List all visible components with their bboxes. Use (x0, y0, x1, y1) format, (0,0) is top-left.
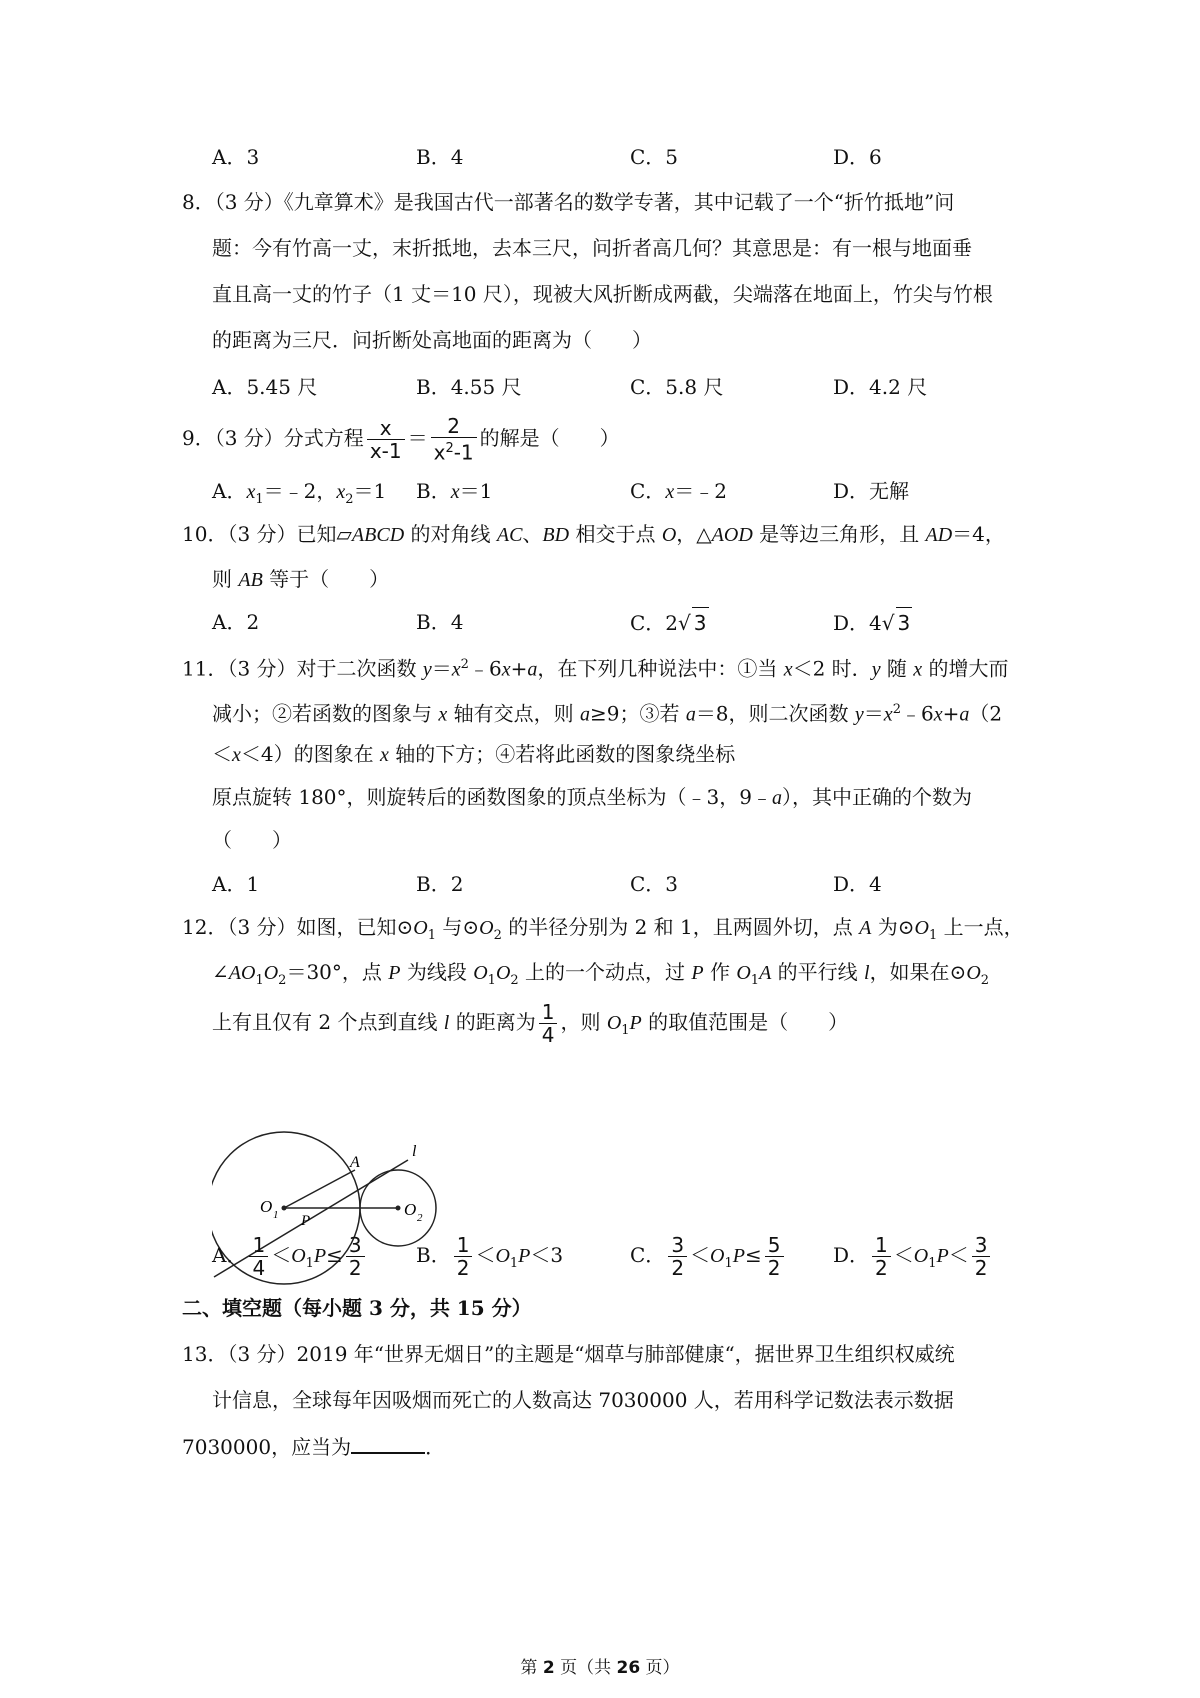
q10-t10: AOD (711, 524, 753, 546)
q8-line-3: 直且高一丈的竹子（1 丈＝10 尺），现被大风折断成两截，尖端落在地面上，竹尖与竹根 (212, 282, 993, 306)
q11-option-a: A．1 (212, 872, 260, 896)
q11-line-4-end: ），其中正确的个数为 (781, 785, 972, 809)
q10-line-2 (212, 564, 389, 595)
q9-den-x: x (433, 440, 446, 465)
q10-t9: ，△ (676, 522, 712, 546)
label-o1-sub: 1 (273, 1209, 279, 1221)
q10-t11: 是等边三角形，且 (752, 522, 926, 546)
q7-option-c: C．5 (630, 145, 679, 169)
q13-line-1: 13．（3 分）2019 年“世界无烟日”的主题是“烟草与肺部健康“，据世界卫生组织权威统 (182, 1342, 955, 1366)
q10-option-b: B．4 (416, 610, 464, 634)
q8-line-1: 8．（3 分）《九章算术》是我国古代一部著名的数学专著，其中记载了一个“折竹抵地”问 (182, 190, 955, 214)
label-o2-sub: 2 (417, 1212, 423, 1224)
q13-line-3-text: 7030000，应当为 (182, 1435, 352, 1459)
q10-t4: AC (496, 524, 523, 546)
q9-fraction-2-denominator (431, 438, 477, 464)
q9-option-a: A．$x_1=﹣2$，$x_2=1$ (212, 479, 387, 507)
q11-option-c: C．3 (630, 872, 679, 896)
q8-option-b: B．4.55 尺 (416, 375, 522, 399)
q10-t13: ＝4， (952, 522, 1005, 546)
q12-option-b-label: B． (416, 1243, 451, 1267)
q12-line-3: 上有且仅有 2 个点到直线 l 的距离为 $\frac{1}{4}$ ，则 $O_1P$ 的取值范围是（ ） (212, 1000, 849, 1047)
footer-total-pages: 26 (616, 1658, 641, 1678)
q10-t7: 相交于点 (569, 522, 662, 546)
q12-option-a: A． $\frac{1}{4}$ $<O_1P\le$ $\frac{3}{2}$ (212, 1230, 368, 1289)
q13-line-2: 计信息，全球每年因吸烟而死亡的人数高达 7030000 人，若用科学记数法表示数据 (212, 1388, 954, 1412)
q10-option-c-radicand: 3 (692, 607, 709, 638)
q11-line-4-text: 原点旋转 180°，则旋转后的函数图象的顶点坐标为（﹣3，9﹣ (212, 785, 772, 809)
q11-line-5: （ ） (212, 828, 292, 852)
q10-t12: AD (925, 524, 953, 546)
q9-option-c: C．x＝﹣2 (630, 479, 727, 503)
q10-option-c-coef: C．2 (630, 611, 679, 635)
label-l: l (412, 1143, 417, 1160)
q10-t2: ABCD (351, 524, 405, 546)
q10-t1: 10．（3 分）已知▱ (182, 522, 352, 546)
q10-t5: 、 (522, 522, 543, 546)
q9-fraction-2 (431, 415, 477, 464)
q9-stem (182, 412, 620, 464)
point-o2 (396, 1206, 401, 1211)
q9-fraction-1-denominator: x-1 (369, 439, 402, 463)
q12-fraction (539, 1001, 558, 1046)
label-p: P (301, 1213, 311, 1229)
q12-line-1: 12．（3 分）如图，已知$⊙O_1$ 与$⊙O_2$ 的半径分别为 2 和 1，且两圆外切，点 A 为$⊙O_1$ 上一点， (182, 915, 1024, 943)
footer-mid: 页（共 (554, 1658, 617, 1678)
q10-option-d-coef: D．4 (833, 611, 882, 635)
q11-line-3: ＜x＜4）的图象在 x 轴的下方；④若将此函数的图象绕坐标 (212, 742, 736, 766)
q10-t8: O (661, 524, 677, 546)
q12-option-d: D． $\frac{1}{2}$ $<O_1P<$ $\frac{3}{2}$ (833, 1230, 993, 1289)
q9-option-d: D．无解 (833, 479, 910, 503)
segment-o1a (284, 1170, 355, 1208)
q12-fraction-num: 1 (539, 1001, 558, 1024)
q13-line-3-end: ． (425, 1435, 446, 1459)
q10-t3: 的对角线 (404, 522, 497, 546)
q9-option-b: B．x＝1 (416, 479, 493, 503)
q12-option-b: B． $\frac{1}{2}$ $<O_1P<3$ (416, 1233, 564, 1280)
label-o2: O (404, 1200, 417, 1219)
q8-option-a: A．5.45 尺 (212, 375, 318, 399)
q11-line-2: 减小；②若函数的图象与 x 轴有交点，则 a≥9；③若 a＝8，则二次函数 $y=x^2﹣6x+a(2$ (212, 701, 1003, 726)
q10-option-d (833, 607, 912, 638)
q8-line-2: 题：今有竹高一丈，末折抵地，去本三尺，问折者高几何？其意思是：有一根与地面垂 (212, 236, 972, 260)
q9-fraction-1-numerator: x (367, 417, 405, 440)
q13-answer-blank[interactable] (351, 1430, 425, 1454)
q10-line-1 (182, 519, 1005, 550)
q10-t6: BD (542, 524, 570, 546)
q11-line-4 (212, 782, 972, 813)
q9-den-exponent: 2 (445, 441, 454, 457)
q12-line-2: $\angle AO_1O_2=30^\circ$，点 P 为线段 $O_1O_2$ 上的一个动点，过 P 作 $O_1A$ 的平行线 l，如果在$⊙O_2$ (212, 960, 990, 988)
page-footer (0, 1653, 1200, 1678)
q11-option-b: B．2 (416, 872, 464, 896)
q10-t15: AB (238, 569, 263, 591)
q9-fraction-1 (367, 417, 405, 462)
radical-sign-icon: √ (881, 611, 895, 635)
q8-option-c: C．5.8 尺 (630, 375, 724, 399)
q7-option-a: A．3 (212, 145, 260, 169)
q8-option-d: D．4.2 尺 (833, 375, 928, 399)
q12-option-d-label: D． (833, 1243, 870, 1267)
label-a: A (350, 1154, 360, 1171)
q11-line-4-var: a (771, 787, 782, 809)
q10-t14: 则 (212, 567, 239, 591)
q10-t16: 等于（ ） (262, 567, 390, 591)
q11-option-d: D．4 (833, 872, 882, 896)
q12-option-c-label: C． (630, 1243, 666, 1267)
q9-den-tail: -1 (453, 440, 474, 465)
q9-suffix: 的解是（ ） (479, 426, 620, 450)
q11-line-1: 11．（3 分）对于二次函数 $y=x^2﹣6x+a$，在下列几种说法中：①当 x＜2 时．y 随 x 的增大而 (182, 656, 1009, 681)
q12-fraction-den: 4 (541, 1023, 555, 1047)
q7-option-d: D．6 (833, 145, 882, 169)
footer-post: 页） (640, 1658, 680, 1678)
section-heading-fill-in: 二、填空题（每小题 3 分，共 15 分） (182, 1296, 532, 1320)
footer-pre: 第 (520, 1658, 543, 1678)
label-o1: O (260, 1197, 273, 1216)
q12-option-c: C． $\frac{3}{2}$ $<O_1P\le$ $\frac{5}{2}$ (630, 1230, 787, 1289)
q12-option-a-label: A． (212, 1243, 247, 1267)
q9-equals: ＝ (407, 426, 428, 450)
q10-option-d-radicand: 3 (896, 607, 913, 638)
q8-line-4: 的距离为三尺．问折断处高地面的距离为（ ） (212, 328, 652, 352)
q13-line-3 (182, 1430, 445, 1462)
q10-option-a: A．2 (212, 610, 260, 634)
point-o1 (282, 1206, 287, 1211)
q9-fraction-2-numerator: 2 (431, 415, 477, 438)
footer-page-number: 2 (542, 1658, 555, 1678)
radical-sign-icon: √ (678, 611, 691, 635)
q7-option-b: B．4 (416, 145, 464, 169)
q9-prefix: 9．（3 分）分式方程 (182, 426, 364, 450)
q10-option-c (630, 607, 709, 638)
